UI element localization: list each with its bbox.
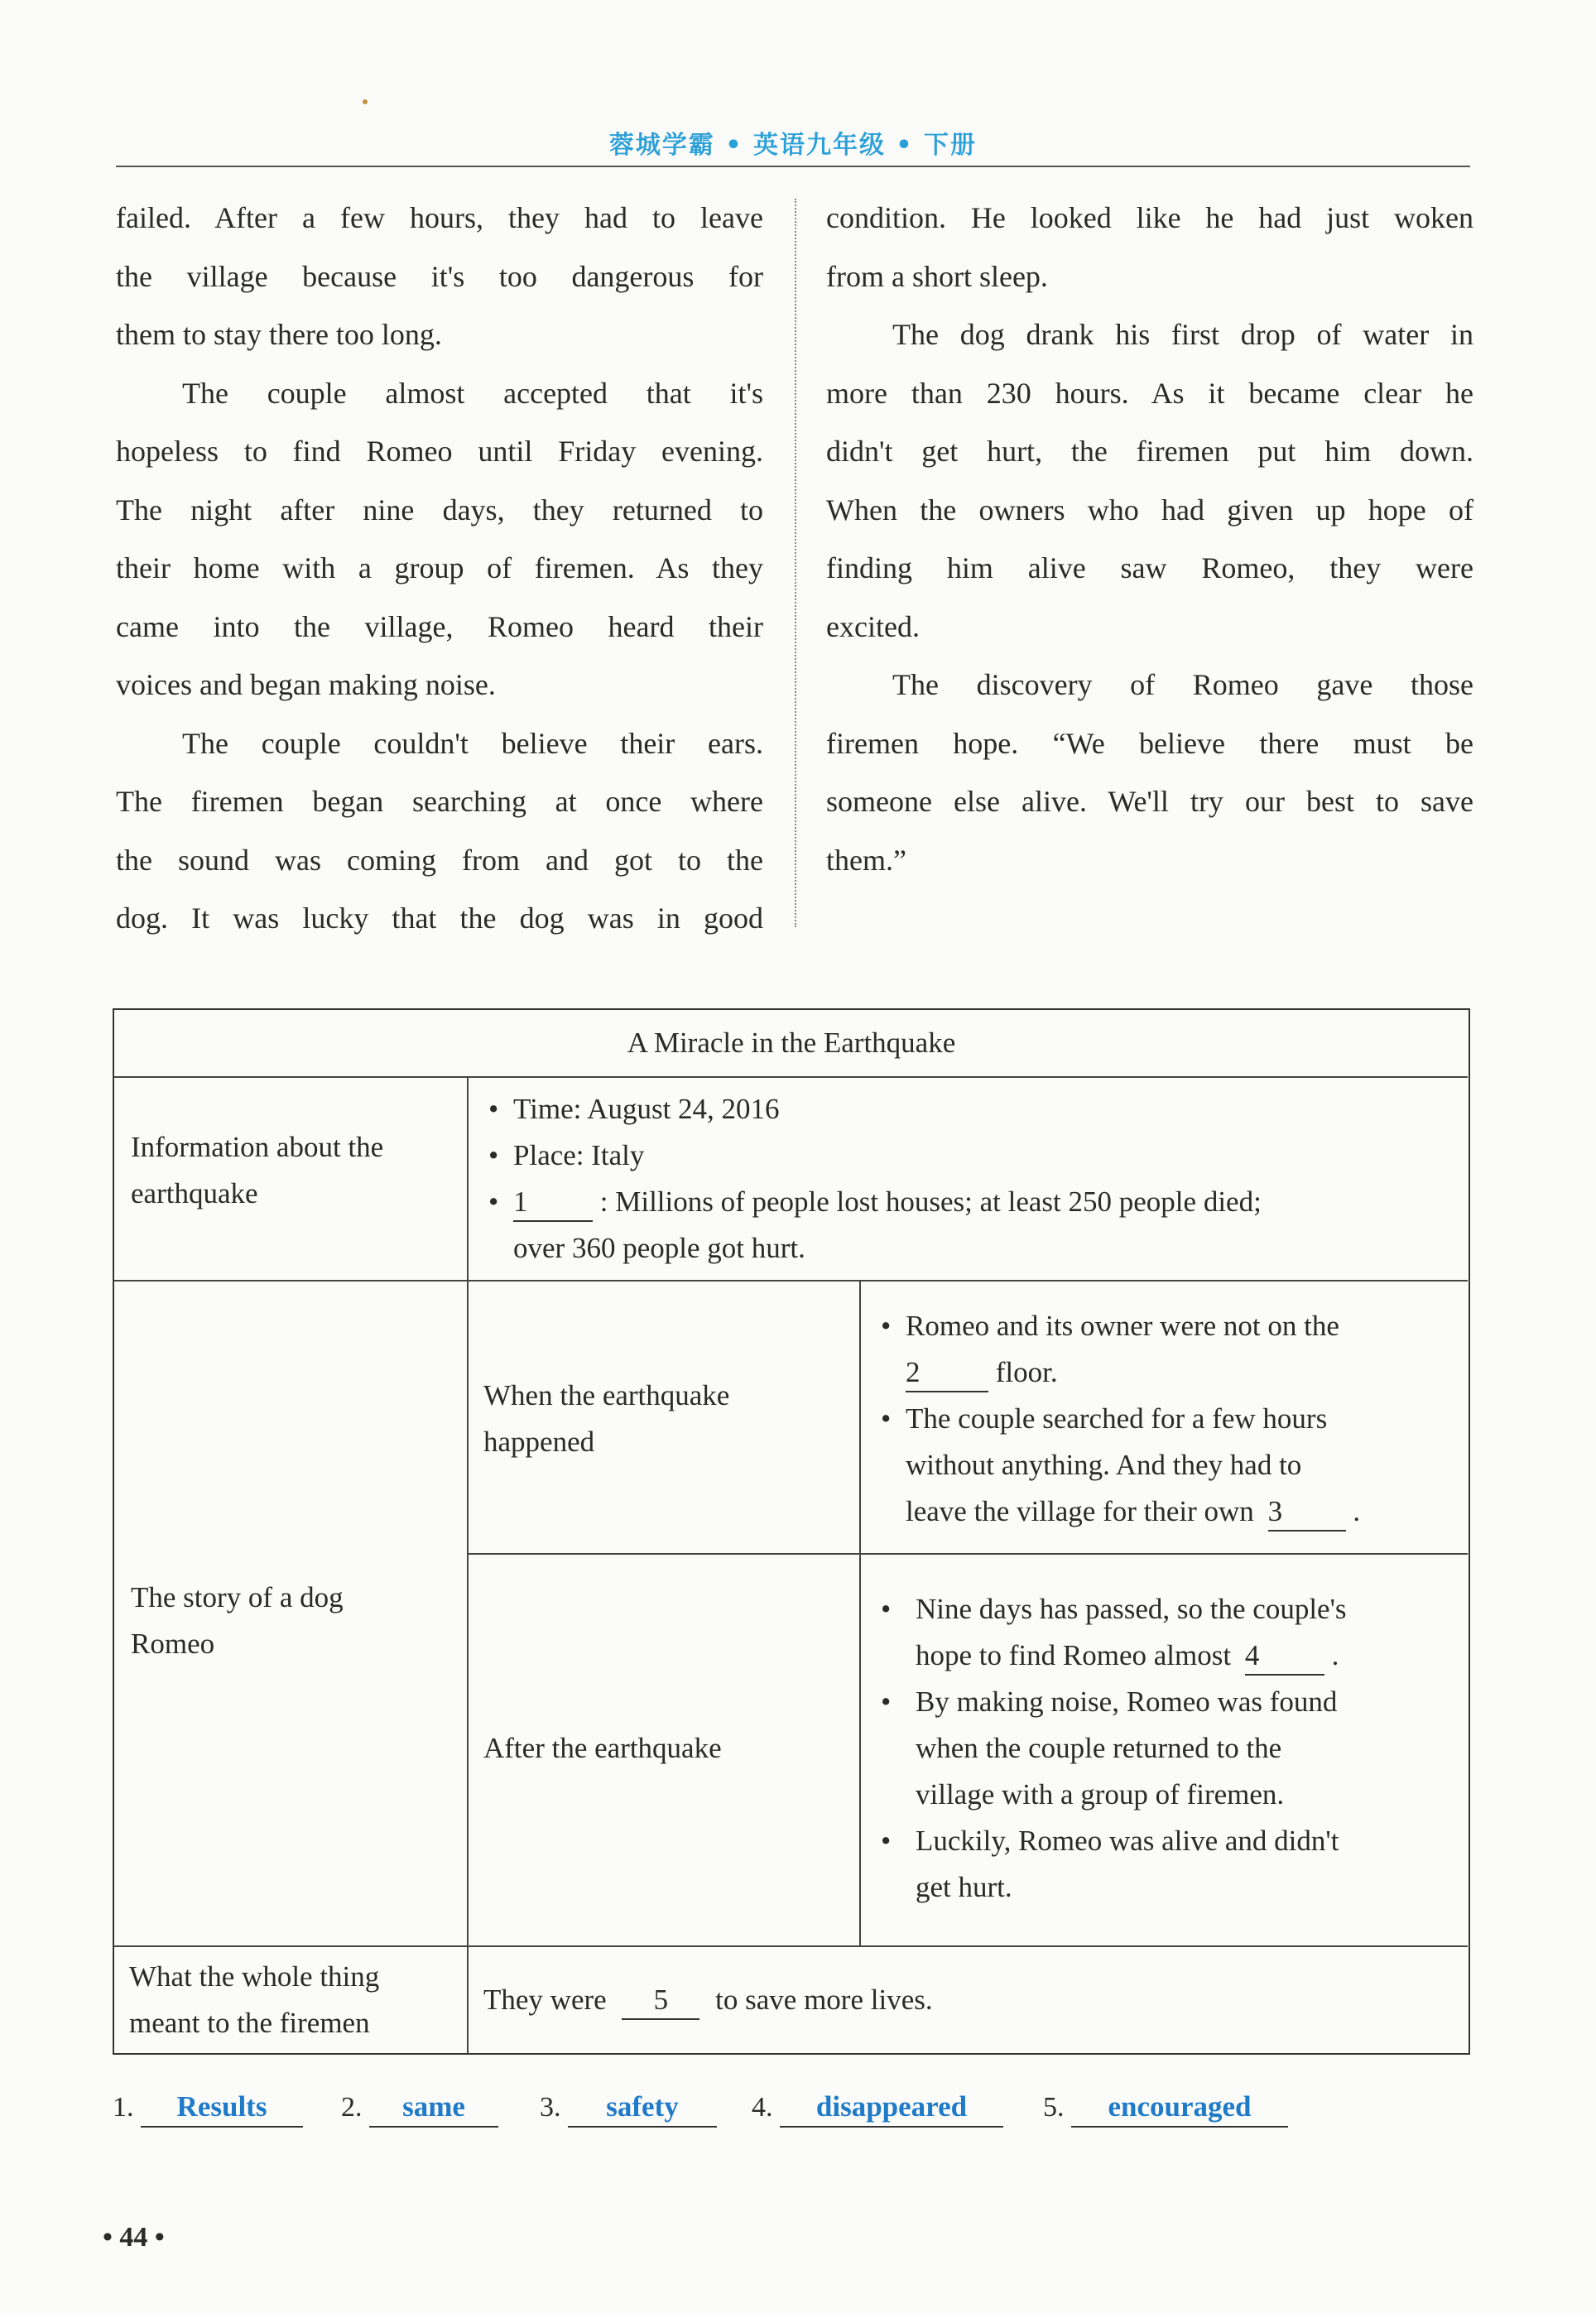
- meaning-label: [129, 1954, 460, 2046]
- text-line: didn't get hurt, the firemen put him down.: [826, 435, 1473, 468]
- text-line: firemen hope. “We believe there must be: [826, 726, 1473, 760]
- table-rule: [114, 1076, 1468, 1078]
- text-line: finding him alive saw Romeo, they were: [826, 551, 1473, 584]
- answer-2: [341, 2088, 498, 2128]
- bullet-text: hope to find Romeo almost: [916, 1639, 1232, 1671]
- answer-value[interactable]: safety: [568, 2088, 717, 2128]
- header-rule: [116, 166, 1470, 167]
- text-line: The couple almost accepted that it's: [182, 376, 763, 410]
- text-line: more than 230 hours. As it became clear he: [826, 376, 1473, 410]
- label-line: happened: [483, 1426, 595, 1458]
- answer-row: [113, 2088, 1520, 2137]
- text-line: voices and began making noise.: [116, 668, 496, 701]
- text-line: The firemen began searching at once where: [116, 785, 763, 818]
- text-line: them.”: [826, 843, 906, 877]
- text-line: When the owners who had given up hope of: [826, 493, 1473, 527]
- label-line: Information about the: [131, 1131, 384, 1163]
- ink-dot: [363, 99, 368, 104]
- info-content: [483, 1086, 1457, 1272]
- text-line: someone else alive. We'll try our best to save: [826, 785, 1473, 818]
- meaning-text: to save more lives.: [715, 1984, 933, 2016]
- bullet-text: when the couple returned to the: [916, 1732, 1282, 1764]
- during-content: [876, 1303, 1457, 1535]
- answer-5: [1043, 2088, 1288, 2128]
- text-line: excited.: [826, 609, 920, 643]
- after-bullet: [876, 1818, 1457, 1911]
- paragraph: [826, 656, 1473, 889]
- after-bullet: • Nine days has passed, so the couple's hope to find Romeo almost 4 .: [876, 1586, 1457, 1679]
- text-line: The dog drank his first drop of water in: [892, 318, 1473, 351]
- bullet-text: without anything. And they had to: [906, 1449, 1302, 1481]
- text-line: the sound was coming from and got to the: [116, 843, 763, 877]
- bullet-text: floor.: [995, 1356, 1058, 1388]
- answer-value[interactable]: disappeared: [780, 2088, 1003, 2128]
- text-line: condition. He looked like he had just woken: [826, 201, 1473, 234]
- page-header: 蓉城学霸 • 英语九年级 • 下册: [608, 131, 978, 160]
- answer-value[interactable]: Results: [141, 2088, 303, 2128]
- article-left-column: [116, 189, 763, 948]
- label-line: earthquake: [131, 1177, 258, 1209]
- answer-number: 5.: [1043, 2092, 1065, 2123]
- after-bullet: [876, 1679, 1457, 1818]
- article-right-column: [826, 189, 1473, 889]
- table-rule: [859, 1280, 861, 1945]
- label-line: Romeo: [131, 1628, 215, 1660]
- paragraph: [116, 714, 763, 948]
- summary-table: [113, 1008, 1470, 2055]
- label-line: When the earthquake: [483, 1379, 730, 1411]
- result-item: [483, 1179, 1457, 1272]
- bullet-text: By making noise, Romeo was found: [916, 1685, 1338, 1718]
- text-line: them to stay there too long.: [116, 318, 442, 351]
- table-title: A Miracle in the Earthquake: [627, 1027, 956, 1059]
- label-line: What the whole thing: [129, 1960, 380, 1993]
- blank-1[interactable]: 1: [513, 1184, 593, 1222]
- text-line: hopeless to find Romeo until Friday evening.: [116, 435, 763, 468]
- text-line: The discovery of Romeo gave those: [892, 668, 1473, 701]
- time-item: • Time: August 24, 2016: [483, 1086, 1457, 1132]
- bullet-text: village with a group of firemen.: [916, 1778, 1285, 1810]
- bullet-text: Romeo and its owner were not on the: [906, 1310, 1339, 1342]
- text-line: from a short sleep.: [826, 259, 1048, 293]
- info-label: [131, 1124, 462, 1217]
- bullet-text: The couple searched for a few hours: [906, 1402, 1328, 1435]
- during-label: [483, 1373, 848, 1465]
- meaning-text: They were: [483, 1984, 607, 2016]
- bullet-text: get hurt.: [916, 1871, 1012, 1903]
- result-text: over 360 people got hurt.: [513, 1232, 805, 1264]
- blank-2[interactable]: 2: [906, 1354, 988, 1392]
- during-bullet: [876, 1303, 1457, 1396]
- text-line: dog. It was lucky that the dog was in good: [116, 902, 763, 935]
- bullet-text: leave the village for their own: [906, 1495, 1254, 1527]
- answer-number: 1.: [113, 2092, 134, 2123]
- meaning-content: [483, 1977, 1457, 2023]
- page-number: • 44 •: [103, 2222, 165, 2253]
- bullet-text: Nine days has passed, so the couple's: [916, 1593, 1347, 1625]
- label-line: meant to the firemen: [129, 2007, 370, 2039]
- text-line: came into the village, Romeo heard their: [116, 609, 763, 643]
- blank-5[interactable]: 5: [622, 1982, 699, 2020]
- bullet-text: Luckily, Romeo was alive and didn't: [916, 1825, 1339, 1857]
- after-content: [876, 1586, 1457, 1911]
- answer-number: 2.: [341, 2092, 363, 2123]
- answer-number: 3.: [540, 2092, 561, 2123]
- paragraph: [116, 189, 763, 364]
- text-line: The night after nine days, they returned to: [116, 493, 763, 527]
- text-line: the village because it's too dangerous for: [116, 259, 763, 293]
- paragraph: [116, 364, 763, 714]
- label-line: The story of a dog: [131, 1581, 344, 1613]
- answer-number: 4.: [752, 2092, 773, 2123]
- place-item: • Place: Italy: [483, 1132, 1457, 1179]
- text-line: The couple couldn't believe their ears.: [182, 726, 763, 760]
- answer-4: [752, 2088, 1003, 2128]
- answer-value[interactable]: same: [369, 2088, 498, 2128]
- after-label: After the earthquake: [483, 1732, 722, 1764]
- answer-3: [540, 2088, 717, 2128]
- paragraph: [826, 189, 1473, 305]
- text-line: their home with a group of firemen. As they: [116, 551, 763, 584]
- text-line: failed. After a few hours, they had to leave: [116, 201, 763, 234]
- column-divider: [795, 199, 796, 927]
- story-label: [131, 1575, 462, 1667]
- table-rule: [467, 1553, 1468, 1555]
- table-rule: [114, 1945, 1468, 1947]
- blank-4[interactable]: 4: [1245, 1637, 1324, 1676]
- table-rule: [114, 1280, 1468, 1282]
- answer-value[interactable]: encouraged: [1071, 2088, 1288, 2128]
- answer-1: [113, 2088, 303, 2128]
- table-rule: [467, 1076, 469, 2053]
- during-bullet: • The couple searched for a few hours without anything. And they had to leave the village for their own 3 .: [876, 1396, 1457, 1535]
- blank-3[interactable]: 3: [1268, 1493, 1346, 1532]
- result-text: : Millions of people lost houses; at least 250 people died;: [599, 1185, 1262, 1218]
- paragraph: [826, 305, 1473, 656]
